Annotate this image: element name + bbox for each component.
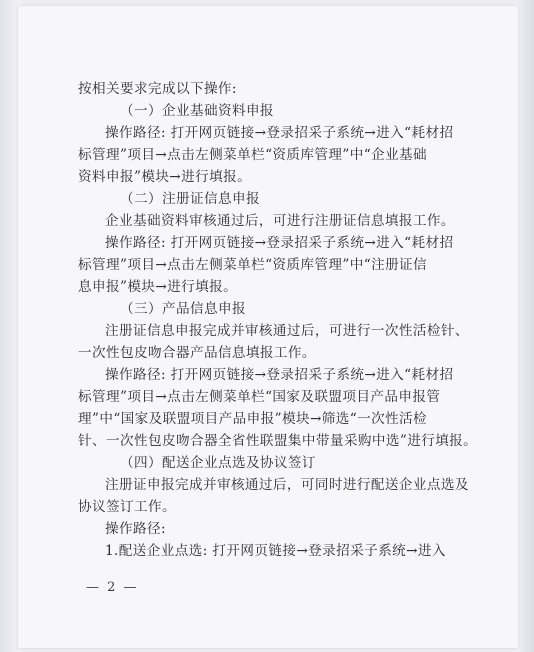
text-line: 标管理”项目→点击左侧菜单栏“资质库管理”中“注册证信 <box>78 257 428 273</box>
text-line: 标管理”项目→点击左侧菜单栏“资质库管理”中“企业基础 <box>78 147 428 163</box>
text-line: 标管理”项目→点击左侧菜单栏“国家及联盟项目产品申报管 <box>78 389 441 405</box>
section-heading-4: （四）配送企业点选及协议签订 <box>120 455 316 471</box>
page-number: — 2 — <box>86 580 139 595</box>
section-heading-3: （三）产品信息申报 <box>120 301 246 317</box>
text-line: 注册证信息申报完成并审核通过后，可进行一次性活检针、 <box>105 323 469 339</box>
text-line: 资料申报”模块→进行填报。 <box>78 169 252 185</box>
text-line: 操作路径: 打开网页链接→登录招采子系统→进入“耗材招 <box>105 235 454 251</box>
section-heading-2: （二）注册证信息申报 <box>120 191 260 207</box>
text-line: 企业基础资料审核通过后，可进行注册证信息填报工作。 <box>105 213 455 229</box>
text-line: 一次性包皮吻合器产品信息填报工作。 <box>78 345 316 361</box>
text-line: 1.配送企业点选: 打开网页链接→登录招采子系统→进入 <box>105 543 446 559</box>
text-line: 针、一次性包皮吻合器全省性联盟集中带量采购中选”进行填报。 <box>78 433 478 449</box>
text-line: 协议签订工作。 <box>78 499 176 515</box>
document-page <box>18 6 518 648</box>
section-heading-1: （一）企业基础资料申报 <box>120 103 274 119</box>
text-line: 理”中“国家及联盟项目产品申报”模块→筛选“一次性活检 <box>78 411 428 427</box>
scan-edge-right <box>516 0 534 652</box>
text-line: 操作路径: 打开网页链接→登录招采子系统→进入“耗材招 <box>105 125 454 141</box>
text-line: 注册证申报完成并审核通过后，可同时进行配送企业点选及 <box>105 477 469 493</box>
text-line: 操作路径: <box>105 521 166 537</box>
text-line: 操作路径: 打开网页链接→登录招采子系统→进入“耗材招 <box>105 367 454 383</box>
document-body <box>78 78 496 562</box>
text-line: 息申报”模块→进行填报。 <box>78 279 238 295</box>
text-line: 按相关要求完成以下操作: <box>78 81 237 97</box>
